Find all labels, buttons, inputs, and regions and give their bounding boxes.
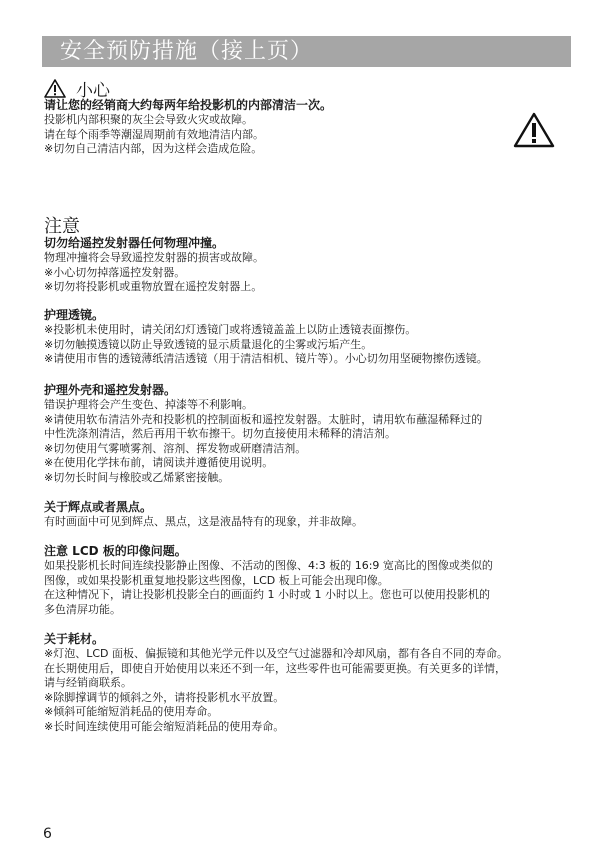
section-line: ※切勿触摸透镜以防止导致透镜的显示质量退化的尘雾或污垢产生。 — [44, 337, 373, 351]
warning-triangle-icon — [44, 79, 66, 98]
section-heading: 护理外壳和遥控发射器。 — [44, 383, 177, 397]
section-line: ※在使用化学抹布前，请阅读并遵循使用说明。 — [44, 456, 274, 470]
caution-line: ※切勿自己清洁内部，因为这样会造成危险。 — [44, 142, 263, 156]
section-line: 如果投影机长时间连续投影静止图像、不活动的图像、4:3 板的 16:9 宽高比的图像或类似的 — [44, 559, 493, 572]
caution-line: 投影机内部积聚的灰尘会导致火灾或故障。 — [44, 113, 253, 126]
section-remote-impact — [44, 236, 574, 295]
section-line: ※倾斜可能缩短消耗品的使用寿命。 — [44, 705, 219, 719]
section-line: ※切勿长时间与橡胶或乙烯紧密接触。 — [44, 470, 230, 484]
section-line: ※小心切勿掉落遥控发射器。 — [44, 265, 186, 279]
section-line: 图像，或如果投影机重复地投影这些图像，LCD 板上可能会出现印像。 — [44, 573, 389, 587]
section-line: 请与经销商联系。 — [44, 676, 132, 690]
section-line: 有时画面中可见到辉点、黑点，这是液晶特有的现象，并非故障。 — [44, 515, 363, 528]
page-title: 安全预防措施（接上页） — [60, 39, 314, 64]
section-bright-dark-dots — [44, 500, 574, 530]
section-line: 在长期使用后，即使自开始使用以来还不到一年，这些零件也可能需要更换。有关更多的详情， — [44, 661, 506, 675]
notice-title: 注意 — [44, 216, 80, 237]
section-heading: 护理透镜。 — [44, 308, 105, 322]
section-line: ※灯泡、LCD 面板、偏振镜和其他光学元件以及空气过滤器和冷却风扇，都有各自不同的寿命。 — [44, 647, 508, 660]
section-heading: 关于耗材。 — [44, 632, 105, 646]
section-lens-care — [44, 308, 574, 367]
section-heading: 切勿给遥控发射器任何物理冲撞。 — [44, 236, 225, 250]
section-consumables — [44, 632, 574, 735]
section-line: 中性洗涤剂清洁，然后再用干软布擦干。切勿直接使用未稀释的清洁剂。 — [44, 427, 396, 441]
section-line: ※请使用软布清洁外壳和投影机的控制面板和遥控发射器。太脏时，请用软布蘸湿稀释过的 — [44, 412, 483, 426]
section-line: 在这种情况下，请让投影机投影全白的画面约 1 小时或 1 小时以上。您也可以使用投影机的 — [44, 588, 490, 602]
section-line: 物理冲撞将会导致遥控发射器的损害或故障。 — [44, 251, 264, 264]
section-line: ※切勿使用气雾喷雾剂、溶剂、挥发物或研磨清洁剂。 — [44, 441, 307, 455]
large-warning-triangle-icon — [513, 112, 555, 148]
section-cabinet-care — [44, 383, 574, 486]
caution-heading-text: 请让您的经销商大约每两年给投影机的内部清洁一次。 — [44, 98, 333, 112]
caution-line: 请在每个雨季等潮湿周期前有效地清洁内部。 — [44, 127, 264, 141]
caution-block — [44, 98, 504, 157]
section-line: ※切勿将投影机或重物放置在遥控发射器上。 — [44, 280, 263, 294]
section-line: ※投影机未使用时，请关闭幻灯透镜门或将透镜盖盖上以防止透镜表面擦伤。 — [44, 323, 417, 336]
caution-label: 小心 — [76, 81, 110, 101]
section-line: ※长时间连续使用可能会缩短消耗品的使用寿命。 — [44, 719, 285, 733]
section-line: 错误护理将会产生变色、掉漆等不利影响。 — [44, 398, 253, 411]
section-line: ※除脚撑调节的倾斜之外，请将投影机水平放置。 — [44, 690, 285, 704]
page-header — [42, 36, 571, 67]
section-line: ※请使用市售的透镜薄纸清洁透镜（用于清洁相机、镜片等）。小心切勿用坚硬物擦伤透镜。 — [44, 352, 488, 366]
section-line: 多色清屏功能。 — [44, 602, 121, 616]
section-lcd-burn-in — [44, 544, 574, 617]
section-heading: 关于辉点或者黑点。 — [44, 500, 153, 514]
section-heading: 注意 LCD 板的印像问题。 — [44, 544, 187, 558]
page-number: 6 — [43, 826, 52, 842]
